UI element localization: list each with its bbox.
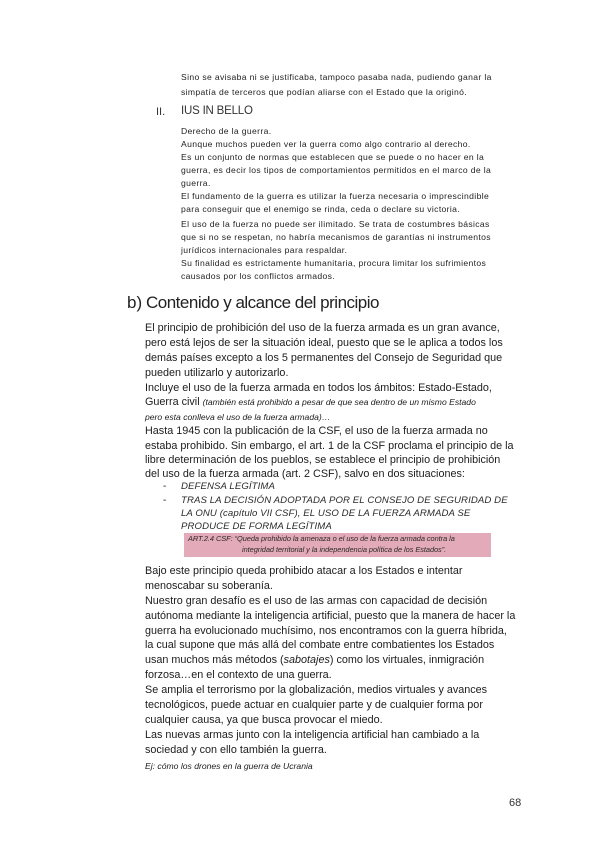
body-line: menoscabar su soberanía.: [145, 580, 273, 592]
bullet-item: PRODUCE DE FORMA LEGÍTIMA: [181, 521, 332, 532]
body-line: guerra ha evolucionado muchísimo, nos encontramos con la guerra híbrida,: [145, 625, 507, 637]
subsection-line: Su finalidad es estrictamente humanitaria, procura limitar los sufrimientos: [181, 258, 487, 268]
subsection-line: El uso de la fuerza no puede ser ilimitado. Se trata de costumbres básicas: [181, 219, 490, 229]
body-italic-word: sabotajes: [283, 654, 330, 666]
body-line: cualquier causa, ya que busca provocar el miedo.: [145, 714, 383, 726]
subsection-line: guerra.: [181, 178, 211, 188]
body-line: Nuestro gran desafío es el uso de las armas con capacidad de decisión: [145, 595, 488, 607]
bullet-dash: -: [163, 495, 167, 506]
body-line-mixed: [145, 395, 476, 410]
quote-line: ART.2.4 CSF: “Queda prohibido la amenaza o el uso de la fuerza armada contra la: [188, 534, 455, 543]
body-line: del uso de la fuerza armada (art. 2 CSF), salvo en dos situaciones:: [145, 468, 465, 480]
subsection-title: IUS IN BELLO: [181, 105, 253, 117]
subsection-line: Aunque muchos pueden ver la guerra como algo contrario al derecho.: [181, 139, 471, 149]
body-line: pueden utilizarlo y autorizarlo.: [145, 367, 289, 379]
subsection-number: II.: [156, 106, 166, 118]
subsection-line: guerra, es decir los tipos de comportamientos permitidos en el marco de la: [181, 165, 492, 175]
body-line: pero está lejos de ser la situación ideal, puesto que se le aplica a todos los: [145, 337, 503, 349]
subsection-line: que si no se respetan, no habría mecanismos de garantías ni instrumentos: [181, 232, 491, 242]
body-line: forzosa…en el contexto de una guerra.: [145, 669, 332, 681]
body-line: Incluye el uso de la fuerza armada en todos los ámbitos: Estado-Estado,: [145, 382, 492, 394]
body-line: Se amplia el terrorismo por la globalización, medios virtuales y avances: [145, 684, 488, 696]
quote-line: integridad territorial y la independencia política de los Estados”.: [242, 545, 447, 554]
top-paragraph-line: Sino se avisaba ni se justificaba, tampoco pasaba nada, pudiendo ganar la: [181, 72, 492, 82]
subsection-line: El fundamento de la guerra es utilizar la fuerza necesaria o imprescindible: [181, 191, 490, 201]
body-line: libre determinación de los pueblos, se establece el principio de prohibición: [145, 454, 501, 466]
body-line: la cual supone que más allá del combate entre combatientes los Estados: [145, 639, 495, 651]
body-line: demás países excepto a los 5 permanentes del Consejo de Seguridad que: [145, 352, 503, 364]
body-italic-note: (también está prohibido a pesar de que sea dentro de un mismo Estado: [202, 397, 476, 407]
body-line: Hasta 1945 con la publicación de la CSF, el uso de la fuerza armada no: [145, 425, 488, 437]
body-line: sociedad y con ello también la guerra.: [145, 744, 327, 756]
section-letter: b): [127, 293, 143, 312]
body-line: Bajo este principio queda prohibido atacar a los Estados e intentar: [145, 565, 463, 577]
body-text: Guerra civil: [145, 396, 203, 408]
bullet-item: DEFENSA LEGÍTIMA: [181, 481, 276, 492]
subsection-line: jurídicos internacionales para respaldar.: [181, 245, 348, 255]
body-line: El principio de prohibición del uso de la fuerza armada es un gran avance,: [145, 322, 500, 334]
section-title: Contenido y alcance del principio: [146, 293, 379, 312]
page-number: 68: [509, 797, 522, 809]
top-paragraph-line: simpatía de terceros que podían aliarse con el Estado que la originó.: [181, 87, 467, 97]
body-line: estaba prohibido. Sin embargo, el art. 1 de la CSF proclama el principio de la: [145, 440, 514, 452]
subsection-line: Es un conjunto de normas que establecen que se puede o no hacer en la: [181, 152, 485, 162]
highlighted-quote: [184, 533, 491, 557]
body-line: Las nuevas armas junto con la inteligencia artificial han cambiado a la: [145, 729, 480, 741]
example-note: Ej: cómo los drones en la guerra de Ucrania: [145, 761, 313, 771]
bullet-item: LA ONU (capítulo VII CSF), EL USO DE LA FUERZA ARMADA SE: [181, 508, 471, 519]
body-italic-note: pero esta conlleva el uso de la fuerza armada)…: [145, 412, 331, 422]
body-line: tecnológicos, puede actuar en cualquier parte y de cualquier forma por: [145, 699, 483, 711]
body-line-mixed: [145, 653, 484, 668]
subsection-line: causados por los conflictos armados.: [181, 271, 335, 281]
subsection-line: para conseguir que el enemigo se rinda, ceda o declare su victoria.: [181, 204, 461, 214]
body-text: usan muchos más métodos (: [145, 654, 284, 666]
body-line: autónoma mediante la inteligencia artificial, puesto que la manera de hacer la: [145, 610, 516, 622]
subsection-line: Derecho de la guerra.: [181, 126, 272, 136]
body-text: ) como los virtuales, inmigración: [329, 654, 485, 666]
bullet-item: TRAS LA DECISIÓN ADOPTADA POR EL CONSEJO DE SEGURIDAD DE: [181, 495, 508, 506]
bullet-dash: -: [163, 481, 167, 492]
